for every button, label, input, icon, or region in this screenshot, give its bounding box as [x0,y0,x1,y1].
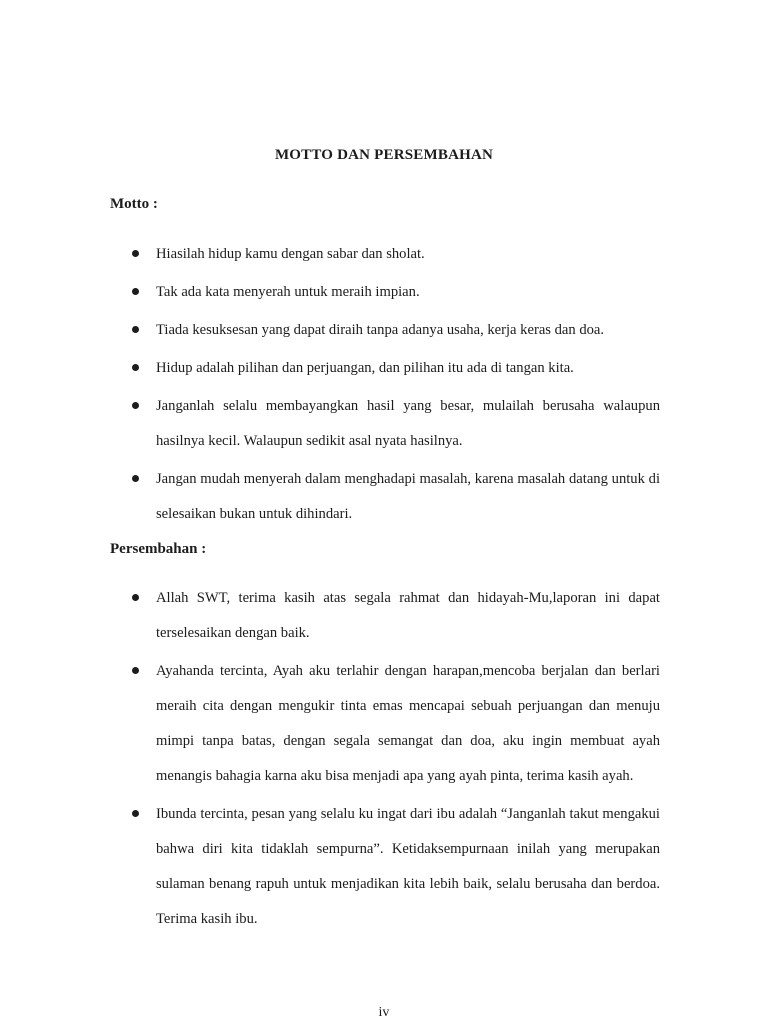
page-number: iv [378,1005,390,1020]
list-item [110,797,660,937]
bullet-icon [132,475,139,482]
list-item-text: Ayahanda tercinta, Ayah aku terlahir dengan harapan,mencoba berjalan dan berlari meraih cita dengan mengukir tinta emas mencapai sebuah perjuangan dan menuju mimpi tanpa batas, dengan segala semangat dan doa, aku ingin membuat ayah menangis bahagia karna aku bisa menjadi apa yang ayah pinta, terima kasih ayah. [156,663,660,784]
persembahan-heading: Persembahan : [110,541,207,557]
bullet-icon [132,667,139,674]
list-item [110,313,660,348]
bullet-icon [132,810,139,817]
list-item-text: Hidup adalah pilihan dan perjuangan, dan pilihan itu ada di tangan kita. [156,360,574,376]
bullet-icon [132,326,139,333]
list-item-text: Tiada kesuksesan yang dapat diraih tanpa adanya usaha, kerja keras dan doa. [156,322,605,338]
bullet-icon [132,364,139,371]
page-title: MOTTO DAN PERSEMBAHAN [274,147,494,163]
list-item-text: Ibunda tercinta, pesan yang selalu ku ingat dari ibu adalah “Janganlah takut mengakui bahwa diri kita tidaklah sempurna”. Ketidaksempurnaan inilah yang merupakan sulaman benang rapuh untuk menjadikan kita lebih baik, selalu berusaha dan berdoa. Terima kasih ibu. [156,806,660,927]
list-item [110,351,660,386]
bullet-icon [132,288,139,295]
list-item [110,462,660,532]
list-item-text: Janganlah selalu membayangkan hasil yang besar, mulailah berusaha walaupun hasilnya kecil. Walaupun sedikit asal nyata hasilnya. [156,398,660,449]
list-item [110,654,660,794]
list-item [110,581,660,651]
persembahan-list [110,581,660,940]
bullet-icon [132,594,139,601]
list-item [110,389,660,459]
list-item-text: Hiasilah hidup kamu dengan sabar dan sholat. [156,246,425,262]
list-item-text: Tak ada kata menyerah untuk meraih impian. [156,284,420,300]
bullet-icon [132,402,139,409]
list-item [110,237,660,272]
list-item [110,275,660,310]
list-item-text: Jangan mudah menyerah dalam menghadapi masalah, karena masalah datang untuk di selesaikan bukan untuk dihindari. [156,471,660,522]
motto-list [110,237,660,535]
bullet-icon [132,250,139,257]
list-item-text: Allah SWT, terima kasih atas segala rahmat dan hidayah-Mu,laporan ini dapat terselesaikan dengan baik. [156,590,660,641]
motto-heading: Motto : [110,196,158,212]
